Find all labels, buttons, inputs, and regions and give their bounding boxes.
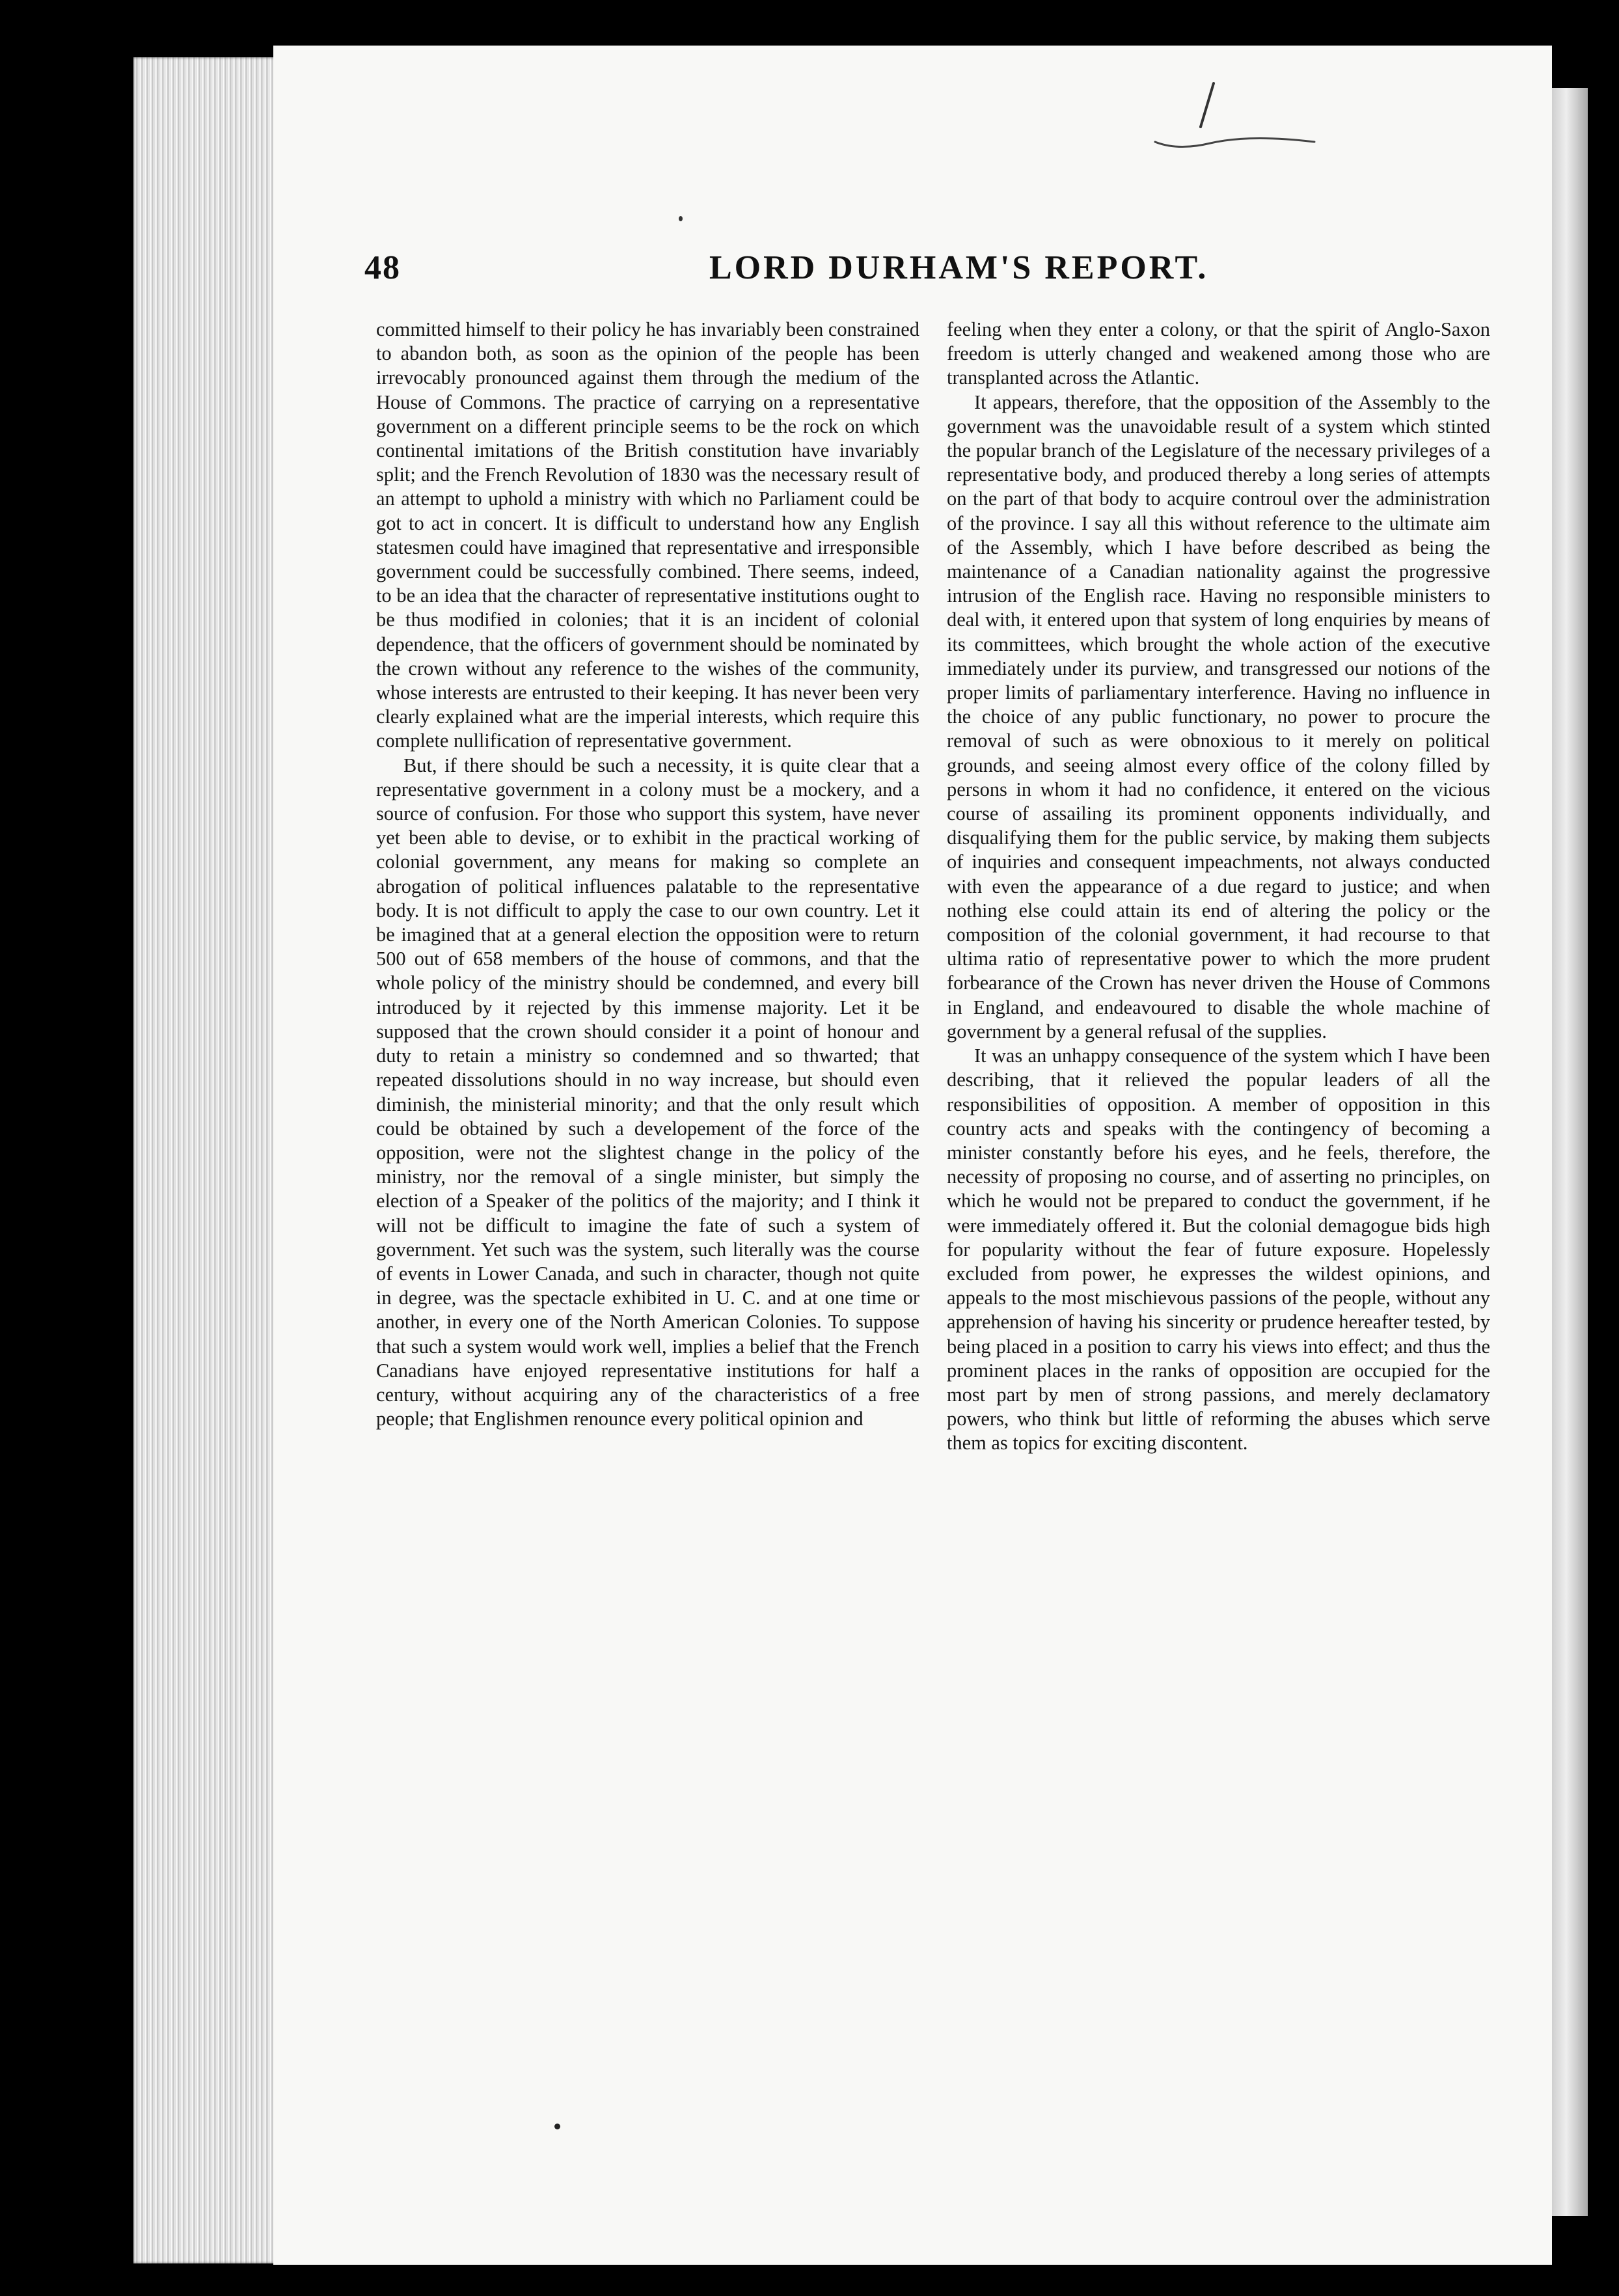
paragraph: It appears, therefore, that the opposition of the Assembly to the government was the unavoidable result of a system which stinted the popular branch of the Legislature of the necessary privileges of a representative body, and produced thereby a long series of attempts on the part of that body to acquire controul over the administration of the province. I say all this without reference to the ultimate aim of the Assembly, which I have before described as being the maintenance of a Canadian nationality against the progressive intrusion of the English race. Having no responsible ministers to deal with, it entered upon that system of long enquiries by means of its committees, which brought the whole action of the executive immediately under its purview, and transgressed our notions of the proper limits of parliamentary interference. Having no influence in the choice of any public functionary, no power to procure the removal of such as were obnoxious to it merely on political grounds, and seeing almost every office of the colony filled by persons in whom it had no confidence, it entered on the vicious course of assailing its prominent opponents individually, and disqualifying them for the public service, by making them subjects of inquiries and consequent impeachments, not always conducted with even the appearance of a due regard to justice; and when nothing else could attain its end of altering the policy or the composition of the colonial government, it had recourse to that ultima ratio of representative power to which the more prudent forbearance of the Crown has never driven the House of Commons in England, and endeavoured to disable the whole machine of government by a general refusal of the supplies. bbox=[947, 390, 1490, 1043]
ink-dot bbox=[554, 2124, 560, 2129]
pencil-mark-icon bbox=[1152, 65, 1321, 163]
running-title: LORD DURHAM'S REPORT. bbox=[709, 249, 1209, 286]
page-header bbox=[364, 249, 1516, 301]
paragraph: But, if there should be such a necessity, it is quite clear that a representative government in a colony must be a mockery, and a source of confusion. For those who support this system, have never yet been able to devise, or to exhibit in the practical working of colonial government, any means for making so complete an abrogation of political influences palatable to the representative body. It is not difficult to apply the case to our own country. Let it be imagined that at a general election the opposition were to return 500 out of 658 members of the house of commons, and that the whole policy of the ministry should be condemned, and every bill introduced by it rejected by this immense majority. Let it be supposed that the crown should consider it a point of honour and duty to retain a ministry so condemned and so thwarted; that repeated dissolutions should in no way increase, but should even diminish, the ministerial minority; and that the only result which could be obtained by such a developement of the force of the opposition, were not the slightest change in the policy of the ministry, nor the removal of a single minister, but simply the election of a Speaker of the politics of the majority; and I think it will not be difficult to imagine the fate of such a system of government. Yet such was the system, such literally was the course of events in Lower Canada, and such in character, though not quite in degree, was the spectacle exhibited in U. C. and at one time or another, in every one of the North American Colonies. To suppose that such a system would work well, implies a belief that the French Canadians have enjoyed representative institutions for half a century, without acquiring any of the characteristics of a free people; that Englishmen renounce every political opinion and bbox=[376, 754, 919, 1430]
paragraph: It was an unhappy consequence of the system which I have been describing, that it relieved the popular leaders of all the responsibilities of opposition. A member of opposition in this country acts and speaks with the contingency of becoming a minister constantly before his eyes, and he feels, therefore, the necessity of proposing no course, and of asserting no principles, on which he would not be prepared to conduct the government, if he were immediately offered it. But the colonial demagogue bids high for popularity without the fear of future exposure. Hopelessly excluded from power, he expresses the wildest opinions, and appeals to the most mischievous passions of the people, without any apprehension of having his sincerity or prudence hereafter tested, by being placed in a position to carry his views into effect; and thus the prominent places in the ranks of opposition are occupied for the most part by men of strong passions, and merely declamatory powers, who think but little of reforming the abuses which serve them as topics for exciting discontent. bbox=[947, 1045, 1490, 1455]
left-text-column bbox=[376, 318, 919, 1431]
paragraph: committed himself to their policy he has invariably been constrained to abandon both, as soon as the opinion of the people has been irrevocably pronounced against them through the medium of the House of Commons. The practice of carrying on a representative government on a different principle seems to be the rock on which continental imitations of the British constitution have invariably split; and the French Revolution of 1830 was the necessary result of an attempt to uphold a ministry with which no Parliament could be got to act in concert. It is difficult to understand how any English statesmen could have imagined that representative and irresponsible government could be successfully combined. There seems, indeed, to be an idea that the character of representative institutions ought to be thus modified in colonies; that it is an incident of colonial dependence, that the officers of government should be nominated by the crown without any reference to the wishes of the community, whose interests are entrusted to their keeping. It has never been very clearly explained what are the imperial interests, which require this complete nullification of representative government. bbox=[376, 318, 919, 752]
right-text-column bbox=[947, 318, 1490, 1456]
ink-speck bbox=[679, 216, 683, 221]
page-number: 48 bbox=[364, 249, 401, 286]
paragraph: feeling when they enter a colony, or that the spirit of Anglo-Saxon freedom is utterly changed and weakened among those who are transplanted across the Atlantic. bbox=[947, 318, 1490, 389]
page-right-edge bbox=[1552, 88, 1588, 2216]
book-page-edges bbox=[133, 57, 283, 2263]
